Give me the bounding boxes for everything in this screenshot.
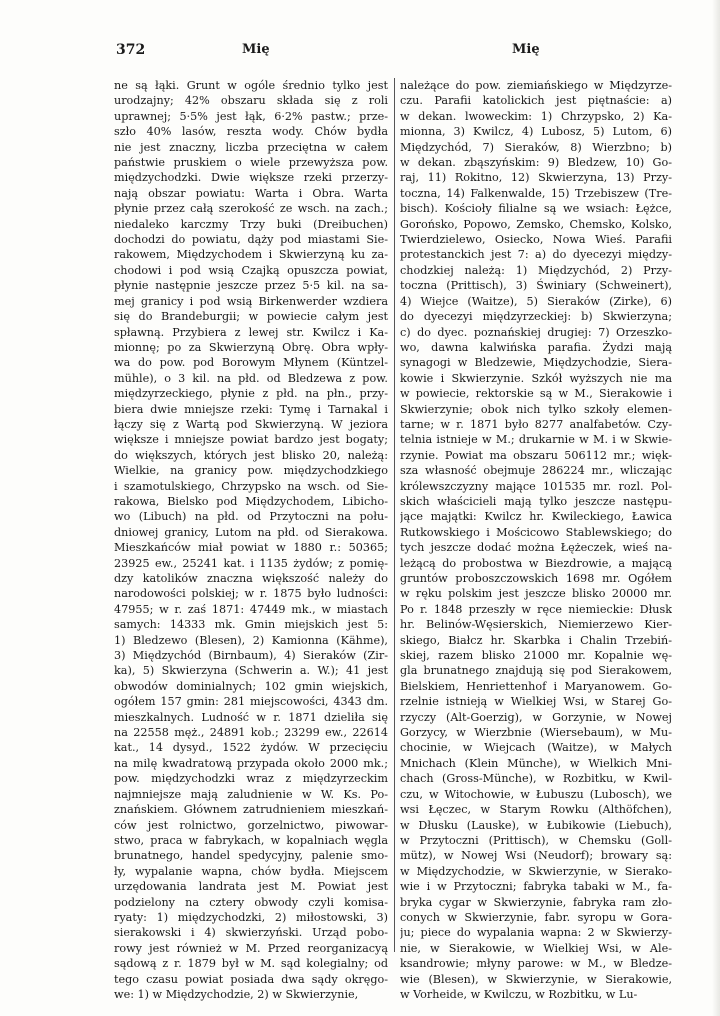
text-line: bisch). Kościoły filialne są we wsiach: Łężce, <box>400 202 672 216</box>
text-line: Gorońsko, Popowo, Zemsko, Chemsko, Kolsko, <box>400 217 672 231</box>
text-line: telnia istnieje w M.; drukarnie w M. i w Skwie- <box>400 433 672 447</box>
text-line: państwie pruskiem o wiele przewyższa pow. <box>114 156 388 170</box>
running-head-left: Mię <box>242 42 270 57</box>
text-line: samych: 14333 mk. Gmin miejskich jest 5: <box>114 618 388 632</box>
text-line: urzędowania landrata jest M. Powiat jest <box>114 880 388 894</box>
text-line: międzychodzki. Dwie większe rzeki przerzy- <box>114 171 388 185</box>
text-line: ły, wypalanie wapna, chów bydła. Miejscem <box>114 864 388 878</box>
text-line: hr. Belinów-Węsierskich, Niemierzewo Kier- <box>400 618 672 632</box>
text-line: wie i w Przytoczni; fabryka tabaki w M., fa- <box>400 880 672 894</box>
text-line: biera dwie mniejsze rzeki: Tymę i Tarnakal i <box>114 402 388 416</box>
text-line: Rutkowskiego i Mościcowo Stablewskiego; do <box>400 525 672 539</box>
text-line: tych jeszcze dodać można Łężeczek, wieś na- <box>400 541 672 555</box>
text-line: pow. międzychodzki wraz z międzyrzeckim <box>114 772 388 786</box>
text-line: we: 1) w Międzychodzie, 2) w Skwierzynie, <box>114 987 359 1001</box>
right-column <box>400 78 672 1002</box>
text-line: toczna (Prittisch), 3) Świniary (Schweinert), <box>400 279 672 293</box>
text-line: płynie następnie jeszcze przez 5·5 kil. na sa- <box>114 279 388 293</box>
text-line: na milę kwadratową przypada około 2000 mk.; <box>114 756 388 770</box>
text-line: Gorzycy, w Wierzbnie (Wiersebaum), w Mu- <box>400 726 672 740</box>
page-number: 372 <box>116 42 146 58</box>
text-line: na 22558 męż., 24891 kob.; 23299 ew., 22614 <box>114 726 388 740</box>
column-divider <box>394 78 395 952</box>
text-line: gla brunatnego znajdują się pod Sierakowem, <box>400 664 672 678</box>
text-line: skiej, razem blisko 21000 mr. Kopalnie wę- <box>400 649 672 663</box>
text-line: chocinie, w Wiejcach (Waitze), w Małych <box>400 741 672 755</box>
text-line: Po r. 1848 przeszły w ręce niemieckie: Dłusk <box>400 602 672 616</box>
text-line: nają obszar powiatu: Warta i Obra. Warta <box>114 186 388 200</box>
page-edge-shadow <box>712 0 720 1016</box>
left-column <box>114 78 388 1002</box>
text-line: Mieszkańców miał powiat w 1880 r.: 50365; <box>114 541 388 555</box>
text-line: międzyrzeckiego, płynie z płd. na płn., przy- <box>114 387 388 401</box>
text-line: Bielskiem, Henriettenhof i Maryanowem. Go- <box>400 679 672 693</box>
text-line: mionna, 3) Kwilcz, 4) Lubosz, 5) Lutom, 6) <box>400 125 672 139</box>
page-header <box>116 42 676 62</box>
text-line: szło 40% lasów, reszta wody. Chów bydła <box>114 125 388 139</box>
text-line: najmniejsze mają zaludnienie w W. Ks. Po- <box>114 787 388 801</box>
text-line: znańskiem. Głównem zatrudnieniem mieszkań- <box>114 803 388 817</box>
text-line: dochodzi do powiatu, dąży pod miastami Sie- <box>114 233 388 247</box>
text-line: chodowi i pod wsią Czajką opuszcza powiat, <box>114 263 388 277</box>
text-line: w Vorheide, w Kwilczu, w Rozbitku, w Lu- <box>400 987 638 1001</box>
text-line: Twierdzielewo, Osiecko, Nowa Wieś. Parafii <box>400 233 672 247</box>
text-line: rakowa, Bielsko pod Międzychodem, Libicho- <box>114 494 388 508</box>
text-line: 3) Międzychód (Birnbaum), 4) Sieraków (Zir- <box>114 649 388 663</box>
text-line: synagogi w Bledzewie, Międzychodzie, Siera- <box>400 356 672 370</box>
text-line: wo, dawna kalwińska parafia. Żydzi mają <box>400 340 672 354</box>
text-line: 23925 ew., 25241 kat. i 1135 żydów; z pomię- <box>114 556 388 570</box>
text-line: rowy jest również w M. Przed reorganizacyą <box>114 941 388 955</box>
text-line: się do Brandeburgii; w powiecie całym jest <box>114 310 388 324</box>
text-line: w Dłusku (Lauske), w Łubikowie (Liebuch), <box>400 818 672 832</box>
text-line: 1) Bledzewo (Blesen), 2) Kamionna (Kähme), <box>114 633 388 647</box>
text-line: czu, w Witochowie, w Łubuszu (Lubosch), we <box>400 787 672 801</box>
text-line: wsi Łęczec, w Starym Rowku (Althöfchen), <box>400 803 672 817</box>
text-line: rzyczy (Alt-Goerzig), w Gorzynie, w Nowej <box>400 710 672 724</box>
text-line: protestanckich jest 7: a) do dyecezyi między- <box>400 248 672 262</box>
text-line: Mnichach (Klein Münche), w Wielkich Mni- <box>400 756 672 770</box>
text-line: ksandrowie; młyny parowe: w M., w Bledze- <box>400 957 672 971</box>
text-line: tarne; w r. 1871 było 8277 analfabetów. Czy- <box>400 417 672 431</box>
text-line: skich właścicieli mają tylko jeszcze następu- <box>400 494 672 508</box>
text-line: do większych, których jest blisko 20, należą: <box>114 448 388 462</box>
text-line: ka), 5) Skwierzyna (Schwerin a. W.); 41 jest <box>114 664 388 678</box>
text-line: mej granicy i pod wsią Birkenwerder wzdiera <box>114 294 388 308</box>
text-line: sądową z r. 1879 był w M. sąd kolegialny; od <box>114 957 388 971</box>
text-line: kowie i Skwierzynie. Szkół wyższych nie ma <box>400 371 672 385</box>
text-line: łączy się z Wartą pod Skwierzyną. W jeziora <box>114 417 388 431</box>
text-line: obwodów dominialnych; 102 gmin wiejskich, <box>114 679 388 693</box>
text-line: płynie przez całą szerokość ze wsch. na zach.; <box>114 202 388 216</box>
text-line: conych w Skwierzynie, fabr. syropu w Gora- <box>400 910 672 924</box>
text-line: toczna, 14) Falkenwalde, 15) Trzebiszew (Tre- <box>400 186 672 200</box>
text-line: c) do dyec. poznańskiej drugiej: 7) Orzeszko- <box>400 325 672 339</box>
text-line: rakowem, Międzychodem i Skwierzyną ku za- <box>114 248 388 262</box>
text-line: wo (Libuch) na płd. od Przytoczni na połu- <box>114 510 388 524</box>
text-line: gruntów proboszczowskich 1698 mr. Ogółem <box>400 572 672 585</box>
text-line: chach (Gross-Münche), w Rozbitku, w Kwil- <box>400 772 672 786</box>
text-line: w dekan. zbąszyńskim: 9) Bledzew, 10) Go- <box>400 156 672 170</box>
text-line: spławną. Przybiera z lewej str. Kwilcz i Ka- <box>114 325 388 339</box>
text-line: 47955; w r. zaś 1871: 47449 mk., w miastach <box>114 602 388 616</box>
text-line: nie, w Sierakowie, w Wielkiej Wsi, w Ale- <box>400 941 672 955</box>
text-line: ryaty: 1) międzychodzki, 2) miłostowski, 3) <box>114 910 388 924</box>
text-line: jące majątki: Kwilcz hr. Kwileckiego, Ławica <box>400 510 672 524</box>
text-line: mionnę; po za Skwierzyną Obrę. Obra wpły- <box>114 340 388 354</box>
text-line: ców jest rolnictwo, gorzelnictwo, piwowar- <box>114 818 388 832</box>
text-line: urodzajny; 42% obszaru składa się z roli <box>114 94 388 108</box>
text-line: mütz), w Nowej Wsi (Neudorf); browary są: <box>400 849 672 863</box>
text-line: tego czasu powiat posiada dwa sądy okręgo- <box>114 972 388 986</box>
text-line: ju; piece do wypalania wapna: 2 w Skwierzy- <box>400 926 672 940</box>
text-line: sierakowski i 4) skwierzyński. Urząd pobo- <box>114 926 388 940</box>
text-line: raj, 11) Rokitno, 12) Skwierzyna, 13) Przy- <box>400 171 672 185</box>
text-line: skiego, Białcz hr. Skarbka i Chalin Trzebiń- <box>400 633 672 647</box>
text-line: leżącą do probostwa w Biezdrowie, a mającą <box>400 556 672 570</box>
text-line: ne są łąki. Grunt w ogóle średnio tylko jest <box>114 79 388 92</box>
text-line: w ręku polskim jest jeszcze blisko 20000 mr. <box>400 587 672 601</box>
text-line: brunatnego, handel spedycyjny, palenie smo- <box>114 849 388 863</box>
text-line: większe i mniejsze powiat bardzo jest bogaty; <box>114 433 388 447</box>
text-line: Międzychód, 7) Sieraków, 8) Wierzbno; b) <box>400 140 672 154</box>
text-line: podzielony na cztery obwody czyli komisa- <box>114 895 388 909</box>
text-line: do dyecezyi międzyrzeckiej: b) Skwierzyna; <box>400 310 672 324</box>
text-line: Skwierzynie; obok nich tylko szkoły elemen- <box>400 402 672 416</box>
text-line: 4) Wiejce (Waitze), 5) Sieraków (Zirke), 6) <box>400 294 672 308</box>
text-line: chodzkiej należą: 1) Międzychód, 2) Przy- <box>400 263 672 277</box>
text-line: kat., 14 dysyd., 1522 żydów. W przecięciu <box>114 741 388 755</box>
text-line: rzynie. Powiat ma obszaru 506112 mr.; więk- <box>400 448 672 462</box>
text-line: bryka cygar w Skwierzynie, fabryka ram zło- <box>400 895 672 909</box>
text-line: królewszczyzny mające 101535 mr. rozl. Pol- <box>400 479 672 493</box>
text-line: rzelnie istnieją w Wielkiej Wsi, w Starej Go- <box>400 695 672 709</box>
text-line: Wielkie, na granicy pow. międzychodzkiego <box>114 464 388 478</box>
text-line: w powiecie, rektorskie są w M., Sierakowie i <box>400 387 672 401</box>
text-line: stwo, praca w fabrykach, w kopalniach węgla <box>114 833 388 847</box>
text-line: dniowej granicy, Lutom na płd. od Sierakowa. <box>114 525 388 539</box>
text-line: nie jest znaczny, liczba przeciętna w całem <box>114 140 388 154</box>
text-line: narodowości polskiej; w r. 1875 było ludności: <box>114 587 388 601</box>
text-line: wie (Blesen), w Skwierzynie, w Sierakowie, <box>400 972 672 986</box>
text-line: i szamotulskiego, Chrzypsko na wsch. od Sie- <box>114 479 388 493</box>
text-line: w Przytoczni (Prittisch), w Chemsku (Goll- <box>400 833 672 847</box>
text-line: mieszkalnych. Ludność w r. 1871 dzieliła się <box>114 710 388 724</box>
text-line: uprawnej; 5·5% jest łąk, 6·2% pastw.; prze- <box>114 109 388 123</box>
running-head-right: Mię <box>512 42 540 57</box>
text-line: w dekan. lwoweckim: 1) Chrzypsko, 2) Ka- <box>400 109 672 123</box>
text-line: czu. Parafii katolickich jest piętnaście: a) <box>400 94 672 108</box>
text-line: mühle), o 3 kil. na płd. od Bledzewa z pow. <box>114 371 388 385</box>
text-line: niedaleko karczmy Trzy buki (Dreibuchen) <box>114 217 388 231</box>
text-line: w Międzychodzie, w Skwierzynie, w Sierako- <box>400 864 672 878</box>
text-line: ogółem 157 gmin: 281 miejscowości, 4343 dm. <box>114 695 388 709</box>
text-line: sza własność obejmuje 286224 mr., wliczając <box>400 464 672 478</box>
text-line: dzy katolików znaczna większość należy do <box>114 572 388 585</box>
text-line: należące do pow. ziemiańskiego w Międzyrze- <box>400 79 672 92</box>
text-line: wa do pow. pod Borowym Młynem (Küntzel- <box>114 356 388 370</box>
